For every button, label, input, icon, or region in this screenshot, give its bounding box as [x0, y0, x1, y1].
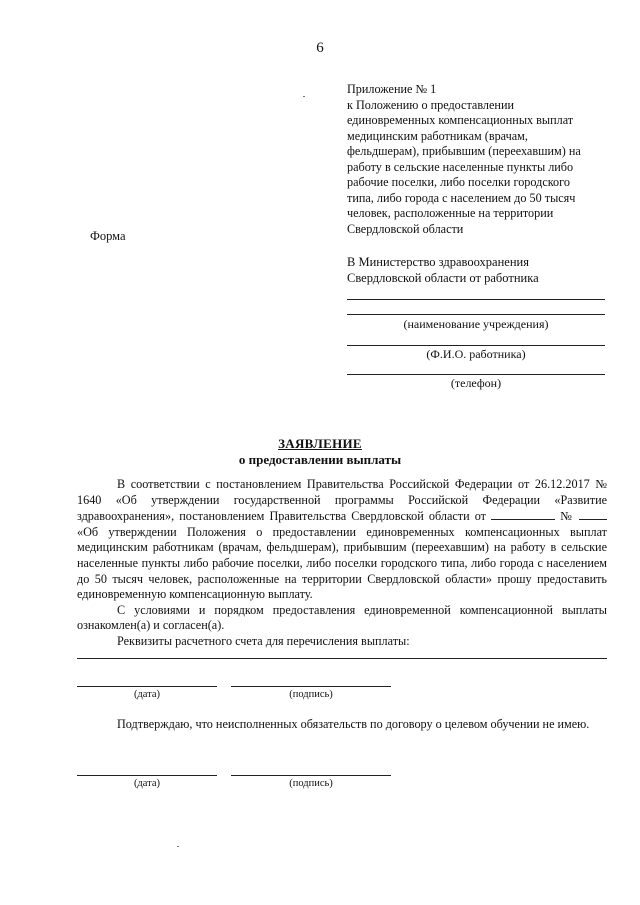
title-main: ЗАЯВЛЕНИЕ: [278, 436, 362, 451]
form-label: Форма: [90, 229, 126, 243]
addressee-line-1: В Министерство здравоохранения: [347, 255, 529, 269]
date-blank[interactable]: [491, 508, 555, 520]
addressee-block: [347, 254, 607, 286]
appendix-line: Свердловской области: [347, 221, 464, 236]
signature-line-1[interactable]: [231, 686, 391, 687]
scan-speck: [303, 96, 305, 97]
appendix-line: единовременных компенсационных выплат: [347, 113, 574, 127]
bank-details-line[interactable]: [77, 658, 607, 659]
confirmation-text: Подтверждаю, что неисполненных обязательств по договору о целевом обучении не имею.: [117, 717, 590, 731]
date-caption-1: (дата): [133, 689, 161, 700]
signature-caption-1: (подпись): [289, 689, 333, 700]
date-line-1[interactable]: [77, 686, 217, 687]
appendix-line: медицинским работникам (врачам,: [347, 128, 528, 143]
appendix-header: [347, 82, 607, 237]
paragraph-1-part-a: В соответствии с постановлением Правительства Российской Федерации от 26.12.2017 № 1640 «Об утверждении государственной программы Российской Федерации «Развитие здравоохранения», постановлением Правительства Свердловской области от: [77, 477, 607, 524]
statement-title: [0, 436, 640, 468]
number-sign: №: [560, 509, 574, 524]
appendix-line: рабочие поселки, либо поселки городского: [347, 175, 570, 189]
name-caption: (Ф.И.О. работника): [426, 347, 526, 361]
date-line-2[interactable]: [77, 775, 217, 776]
confirmation-block: [77, 715, 607, 733]
appendix-line: Приложение № 1: [347, 82, 437, 96]
appendix-line: типа, либо города с населением до 50 тысяч: [347, 190, 576, 205]
name-line[interactable]: [347, 345, 605, 346]
appendix-line: человек, расположенные на территории: [347, 206, 554, 220]
title-sub: о предоставлении выплаты: [238, 452, 402, 467]
appendix-line: работу в сельские населенные пункты либо: [347, 159, 574, 174]
phone-line[interactable]: [347, 374, 605, 375]
signature-caption-2: (подпись): [289, 778, 333, 789]
institution-line-1[interactable]: [347, 299, 605, 300]
date-caption-2: (дата): [133, 778, 161, 789]
appendix-line: фельдшерам), прибывшим (переехавшим) на: [347, 144, 581, 158]
paragraph-1-part-b: «Об утверждении Положения о предоставлении единовременных компенсационных выплат медицинским работникам (врачам, фельдшерам), прибывшим (переехавшим) на работу в сельские населенные пункты либо рабочие поселки, либо поселки городского типа, либо города с населением до 50 тысяч человек, расположенные на территории Свердловской области» прошу предоставить единовременную компенсационную выплату.: [77, 524, 607, 602]
number-blank[interactable]: [579, 508, 607, 520]
paragraph-2: С условиями и порядком предоставления единовременной компенсационной выплаты ознакомлен(а) и согласен(а).: [77, 602, 607, 633]
signature-line-2[interactable]: [231, 775, 391, 776]
phone-caption: (телефон): [450, 376, 502, 390]
statement-body: [77, 477, 607, 650]
addressee-line-2: Свердловской области от работника: [347, 271, 539, 285]
paragraph-3: Реквизиты расчетного счета для перечисления выплаты:: [117, 633, 410, 648]
paragraph-1: [77, 477, 607, 603]
appendix-line: к Положению о предоставлении: [347, 97, 514, 112]
page-number: 6: [316, 40, 324, 56]
institution-caption: (наименование учреждения): [403, 317, 549, 331]
scan-speck: [177, 846, 179, 847]
institution-line-2[interactable]: [347, 314, 605, 315]
